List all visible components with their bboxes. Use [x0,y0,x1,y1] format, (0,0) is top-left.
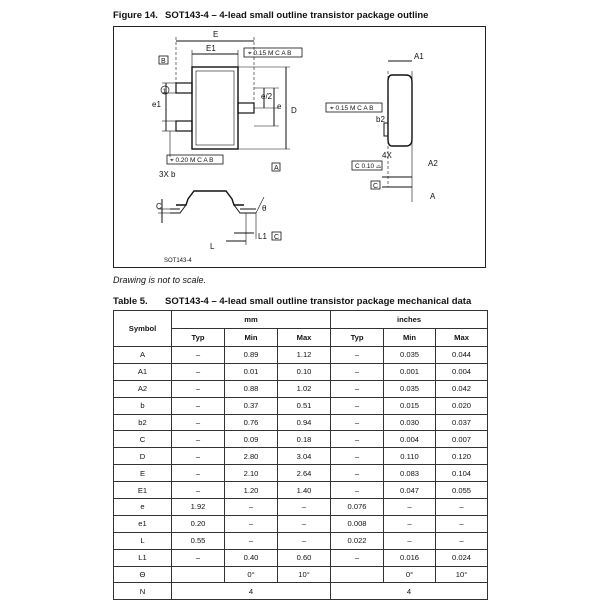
label-C-ref-side: C [373,183,379,190]
cell-symbol: e1 [114,515,172,532]
cell-symbol: N [114,583,172,600]
package-outline-figure [113,26,486,268]
cell: 0.88 [225,380,278,397]
package-outline-drawing [114,27,485,267]
cell: 0.37 [225,397,278,414]
label-e-half: e/2 [261,92,273,101]
cell-symbol: E1 [114,482,172,499]
cell-symbol: b2 [114,414,172,431]
cell: 0.015 [384,397,436,414]
tol-coplanarity: C 0.10 ⌓ [355,163,382,170]
label-L: L [210,242,215,251]
cell-symbol: A2 [114,380,172,397]
label-3xb: 3X b [159,170,176,179]
table-row [114,347,488,364]
cell: 0.008 [331,515,384,532]
cell [172,566,225,583]
front-view-body [176,191,244,205]
label-A1: A1 [414,52,424,61]
label-pin1: 1 [162,88,167,95]
label-E: E [213,30,219,39]
cell: 0.022 [331,532,384,549]
cell: 0° [384,566,436,583]
cell-symbol: A [114,347,172,364]
cell: – [172,397,225,414]
header-in-max: Max [436,329,488,347]
cell: – [172,465,225,482]
cell: – [331,482,384,499]
cell: 1.02 [278,380,331,397]
top-view-body-inner [196,71,234,145]
header-symbol: Symbol [114,311,172,347]
label-D: D [291,106,297,115]
label-B: B [161,58,166,65]
table-row [114,549,488,566]
top-view-body [192,67,238,149]
cell: – [384,499,436,516]
cell: – [172,448,225,465]
table-row [114,363,488,380]
table-title: SOT143-4 – 4-lead small outline transistor package mechanical data [165,296,472,307]
cell: – [172,380,225,397]
cell: 0.037 [436,414,488,431]
cell: – [172,363,225,380]
table-row [114,583,488,600]
cell: 1.12 [278,347,331,364]
cell: 0.016 [384,549,436,566]
cell: – [278,532,331,549]
cell: 0.104 [436,465,488,482]
cell: 0.20 [172,515,225,532]
table-row [114,397,488,414]
cell: 2.80 [225,448,278,465]
figure-caption [113,10,428,21]
table-row [114,431,488,448]
cell: 10° [436,566,488,583]
label-C-ref-front: C [274,234,280,241]
table-row [114,566,488,583]
header-in-typ: Typ [331,329,384,347]
cell: – [331,347,384,364]
cell: 0.035 [384,347,436,364]
cell: – [331,380,384,397]
cell-symbol: A1 [114,363,172,380]
label-4x: 4X [382,151,392,160]
cell: – [225,532,278,549]
table-row [114,380,488,397]
cell: 0.004 [436,363,488,380]
cell: 2.10 [225,465,278,482]
cell: 0.89 [225,347,278,364]
table-row [114,515,488,532]
cell: 3.04 [278,448,331,465]
cell: – [172,347,225,364]
cell: 0.076 [331,499,384,516]
label-e: e [277,102,282,111]
cell: – [331,363,384,380]
cell: 0.09 [225,431,278,448]
cell: – [331,397,384,414]
table-row [114,414,488,431]
tol-bottom: ⌖ 0.20 M C A B [170,157,214,164]
cell: – [331,431,384,448]
label-e1: e1 [152,100,161,109]
cell: 0.047 [384,482,436,499]
header-mm-max: Max [278,329,331,347]
scale-note: Drawing is not to scale. [113,275,207,285]
cell-symbol: Θ [114,566,172,583]
cell-symbol: e [114,499,172,516]
cell: – [436,532,488,549]
label-b2: b2 [376,115,385,124]
cell: 0.055 [436,482,488,499]
cell: 0.18 [278,431,331,448]
cell: 0.004 [384,431,436,448]
header-in-min: Min [384,329,436,347]
cell-symbol: L1 [114,549,172,566]
drawing-id: SOT143-4 [164,258,192,264]
cell-symbol: C [114,431,172,448]
mechanical-data-table [113,310,488,600]
cell: 0.007 [436,431,488,448]
cell: 0.035 [384,380,436,397]
cell: 0.01 [225,363,278,380]
cell: 0.51 [278,397,331,414]
header-mm-min: Min [225,329,278,347]
cell: – [225,515,278,532]
cell: 0.044 [436,347,488,364]
cell: – [172,414,225,431]
table-number: Table 5. [113,296,148,307]
cell: 0.60 [278,549,331,566]
cell: – [225,499,278,516]
header-mm-typ: Typ [172,329,225,347]
cell: 0.40 [225,549,278,566]
cell: 2.64 [278,465,331,482]
cell: 0° [225,566,278,583]
cell: – [172,431,225,448]
table-caption [113,296,471,307]
cell: – [172,482,225,499]
cell: – [172,549,225,566]
side-view-body [388,75,412,146]
cell: – [384,515,436,532]
cell: – [436,515,488,532]
label-A: A [430,192,436,201]
cell: 4 [172,583,331,600]
cell: 0.030 [384,414,436,431]
label-A2: A2 [428,159,438,168]
cell: 0.120 [436,448,488,465]
cell: 1.40 [278,482,331,499]
cell: – [331,549,384,566]
figure-number: Figure 14. [113,10,158,21]
cell: 0.94 [278,414,331,431]
figure-title: SOT143-4 – 4-lead small outline transistor package outline [165,10,429,21]
label-L1: L1 [258,232,267,241]
cell: 10° [278,566,331,583]
table-row [114,465,488,482]
cell: 1.92 [172,499,225,516]
cell: 0.10 [278,363,331,380]
cell: – [331,448,384,465]
label-C: C [156,202,162,211]
cell-symbol: E [114,465,172,482]
cell: 0.001 [384,363,436,380]
cell: 0.55 [172,532,225,549]
tol-mid: ⌖ 0.15 M C A B [330,105,374,112]
table-row [114,499,488,516]
cell: 4 [331,583,488,600]
label-A-ref: A [274,165,279,172]
cell: 1.20 [225,482,278,499]
cell: 0.110 [384,448,436,465]
cell: – [331,414,384,431]
cell [331,566,384,583]
cell: – [331,465,384,482]
tol-top: ⌖ 0.15 M C A B [248,50,292,57]
cell: – [278,515,331,532]
label-theta: θ [262,204,267,213]
cell: 0.042 [436,380,488,397]
cell-symbol: L [114,532,172,549]
table-row [114,448,488,465]
cell-symbol: b [114,397,172,414]
cell: – [278,499,331,516]
cell-symbol: D [114,448,172,465]
cell: – [384,532,436,549]
cell: 0.024 [436,549,488,566]
cell: 0.020 [436,397,488,414]
cell: – [436,499,488,516]
header-mm: mm [172,311,331,329]
cell: 0.76 [225,414,278,431]
header-inches: inches [331,311,488,329]
table-row [114,482,488,499]
cell: 0.083 [384,465,436,482]
label-E1: E1 [206,44,216,53]
table-row [114,532,488,549]
